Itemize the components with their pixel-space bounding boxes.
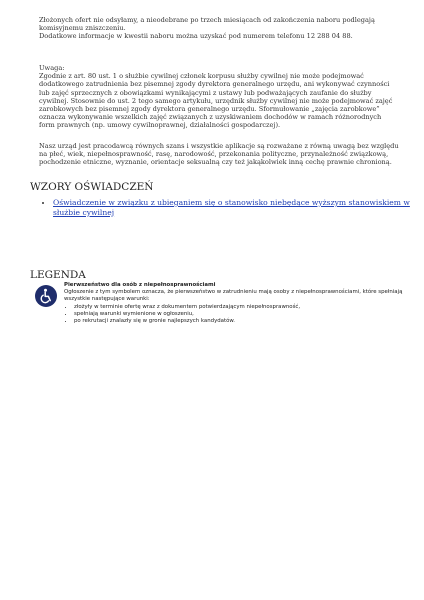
warning-label: Uwaga:: [39, 64, 65, 72]
returns-text: Złożonych ofert nie odsyłamy, a nieodebrane po trzech miesiącach od zakończenia naboru podlegają komisyjnemu zniszczeniu.: [39, 16, 375, 33]
declaration-link[interactable]: Oświadczenie w związku z ubieganiem się o stanowisko niebędące wyższym stanowiskiem w służbie cywilnej: [53, 198, 410, 217]
warning-paragraph: [39, 64, 399, 130]
wheelchair-icon: [35, 285, 57, 307]
legend-title: Pierwszeństwo dla osób z niepełnosprawnościami: [64, 282, 216, 288]
forms-heading: WZORY OŚWIADCZEŃ: [30, 181, 154, 193]
forms-list: [36, 198, 413, 217]
legend-heading: LEGENDA: [30, 269, 86, 281]
list-item: • spełniają warunki wymienione w ogłoszeniu,: [74, 311, 404, 318]
legend-conditions: [64, 304, 404, 326]
list-item: • po rekrutacji znalazły się w gronie najlepszych kandydatów.: [74, 318, 404, 325]
equal-opportunity-paragraph: Nasz urząd jest pracodawcą równych szans i wszystkie aplikacje są rozważane z równą uwagą bez względu na płeć, wiek, niepełnosprawność, rasę, narodowość, przekonania polityczne, przynależność związkową, pochodzenie etniczne, wyznanie, orientacje seksualną czy też jakąkolwiek inną cechę prawnie chronioną.: [39, 142, 399, 167]
list-item: • złożyły w terminie ofertę wraz z dokumentem potwierdzającym niepełnosprawność,: [74, 304, 404, 311]
contact-text: Dodatkowe informacje w kwestii naboru można uzyskać pod numerem telefonu 12 288 04 88.: [39, 32, 353, 41]
info-paragraph: [39, 16, 399, 41]
legend-body: [64, 282, 404, 325]
list-item: [53, 198, 413, 217]
legend-description: Ogłoszenie z tym symbolem oznacza, że pierwszeństwo w zatrudnieniu mają osoby z niepełnosprawnościami, które spełniają wszystkie następujące warunki:: [64, 289, 403, 303]
warning-text: Zgodnie z art. 80 ust. 1 o służbie cywilnej członek korpusu służby cywilnej nie może podejmować dodatkowego zatrudnienia bez pisemnej zgody dyrektora generalnego urzędu, ani wykonywać czynności lub zajęć sprzecznych z obowiązkami wynikającymi z ustawy lub podważających zaufanie do służby cywilnej. Stosownie do ust. 2 tego samego artykułu, urzędnik służby cywilnej nie może podejmować zajęć zarobkowych bez pisemnej zgody dyrektora generalnego urzędu. Sformułowanie „zajęcia zarobkowe” oznacza wykonywanie wszelkich zajęć związanych z uzyskiwaniem dochodów w ramach różnorodnych form prawnych (np. umowy cywilnoprawnej, działalności gospodarczej).: [39, 72, 393, 130]
